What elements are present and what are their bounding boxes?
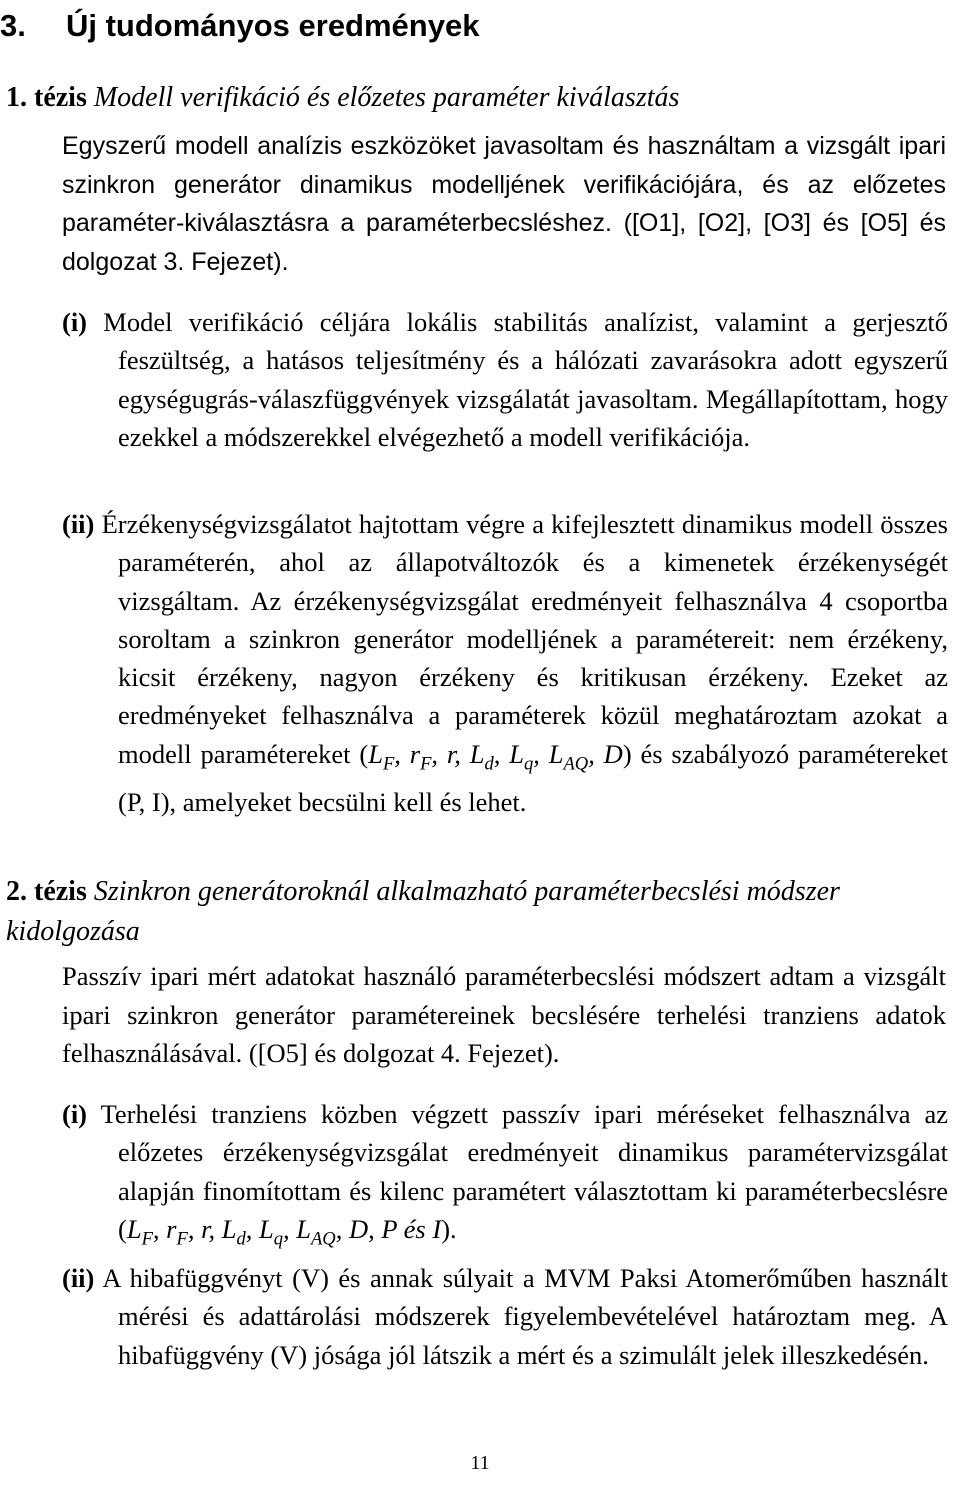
item-label: (ii) <box>62 1263 95 1293</box>
thesis-1-word: tézis <box>34 82 87 113</box>
thesis-2-word: tézis <box>34 876 87 907</box>
page-number: 11 <box>470 1452 490 1474</box>
item-text-tail: ). <box>441 1213 457 1244</box>
item-symbols: $L_F$, $r_F$, r, $L_d$, $L_q$, $L_{AQ}$, D <box>368 738 623 775</box>
item-text: Terhelési tranziens közben végzett passzív ipari méréseket felhasználva az előzetes érzékenységvizsgálat eredményeit dinamikus paramétervizsgálat alapján finomítottam és kilenc paramétert választottam ki paraméterbecslésre ( <box>100 1099 948 1244</box>
item-label: (i) <box>62 1099 88 1129</box>
item-text: Érzékenységvizsgálatot hajtottam végre a kifejlesztett dinamikus modell összes paraméterén, ahol az állapotváltozók és a kimenetek érzékenységét vizsgáltam. Az érzékenységvizsgálat eredményeit felhasználva 4 csoportba soroltam a szinkron generátor modelljének a paramétereit: nem érzékeny, kicsit érzékeny, nagyon érzékeny és kritikusan érzékeny. Ezeket az eredményeket felhasználva a paraméterek közül meghatároztam azokat a modell paramétereket ( <box>101 509 948 769</box>
item-text-tail: ) és szabályozó paramétereket (P, I), amelyeket becsülni kell és lehet. <box>118 738 949 818</box>
thesis-1-title: Modell verifikáció és előzetes paraméter kiválasztás <box>93 82 680 113</box>
item-text: A hibafüggvényt (V) és annak súlyait a MVM Paksi Atomerőműben használt mérési és adattárolási módszerek figyelembevételével határoztam meg. A hibafüggvény (V) jósága jól látszik a mért és a szimulált jelek illeszkedésén. <box>102 1263 948 1370</box>
item-text: Model verifikáció céljára lokális stabilitás analízist, valamint a gerjesztő feszültség, a hatásos teljesítmény és a hálózati zavarásokra adott egyszerű egységugrás-válaszfüggvények vizsgálatát javasoltam. Megállapítottam, hogy ezekkel a módszerekkel elvégezhető a modell verifikációja. <box>103 307 948 452</box>
thesis-1-item-1 <box>62 303 948 456</box>
item-label: (ii) <box>62 509 95 539</box>
item-label: (i) <box>62 307 88 337</box>
thesis-1-heading <box>6 78 954 118</box>
thesis-2-title: Szinkron generátoroknál alkalmazható paraméterbecslési módszer kidolgozása <box>6 876 840 947</box>
thesis-1-number: 1. <box>6 82 27 113</box>
thesis-1-item-2 <box>62 505 948 822</box>
thesis-1-summary: Egyszerű modell analízis eszközöket javasoltam és használtam a vizsgált ipari szinkron generátor dinamikus modelljének verifikációjára, és az előzetes paraméter-kiválasztásra a paraméterbecsléshez. ([O1], [O2], [O3] és [O5] és dolgozat 3. Fejezet). <box>62 132 946 276</box>
thesis-2-heading <box>6 872 954 952</box>
thesis-2-summary: Passzív ipari mért adatokat használó paraméterbecslési módszert adtam a vizsgált ipari szinkron generátor paramétereinek becslésére terhelési tranziens adatok felhasználásával. ([O5] és dolgozat 4. Fejezet). <box>62 961 946 1068</box>
section-number: 3. <box>0 8 26 43</box>
section-heading <box>0 4 479 48</box>
item-symbols: $L_F$, $r_F$, r, $L_d$, $L_q$, $L_{AQ}$, D, P és I <box>126 1213 442 1250</box>
thesis-2-number: 2. <box>6 876 27 907</box>
thesis-2-item-1 <box>62 1095 948 1258</box>
section-title: Új tudományos eredmények <box>66 8 480 43</box>
thesis-2-item-2 <box>62 1259 948 1374</box>
